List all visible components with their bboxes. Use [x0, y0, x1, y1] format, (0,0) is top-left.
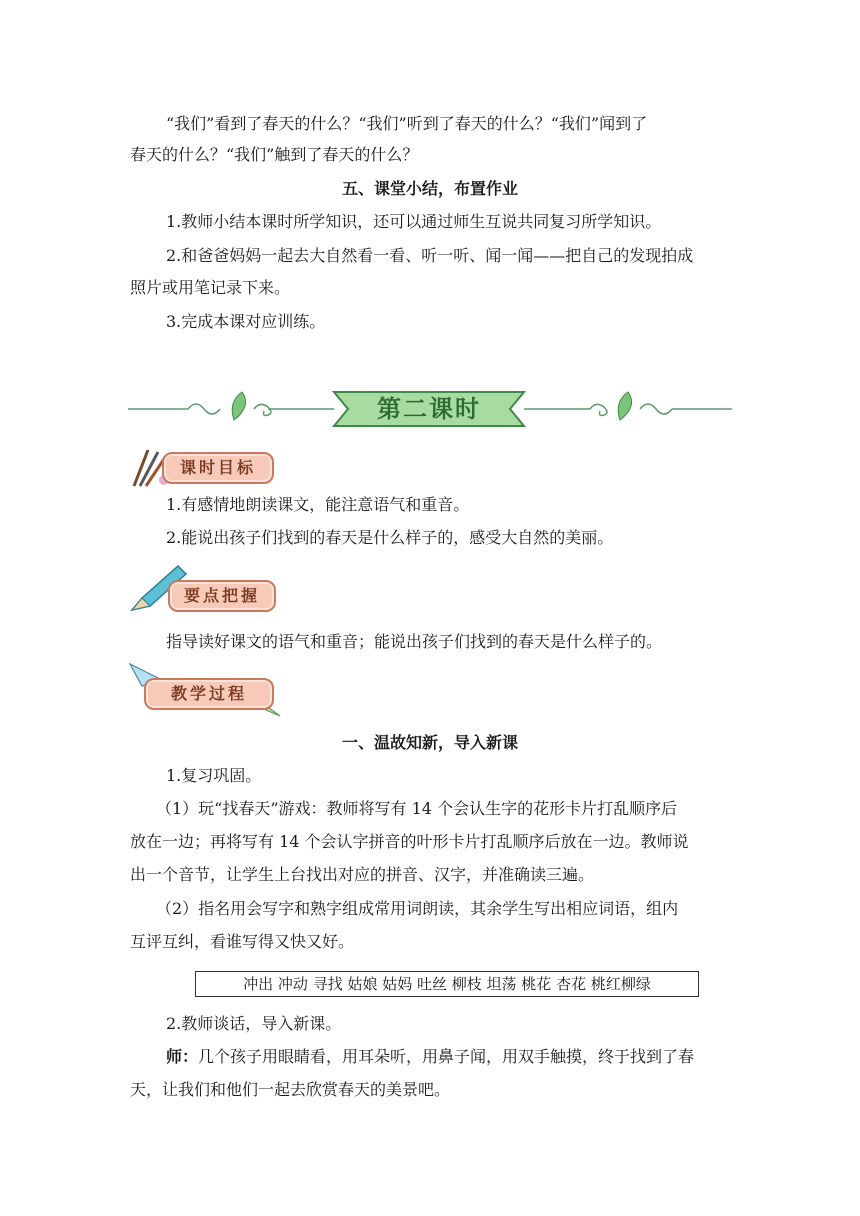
paragraph-line: 春天的什么？“我们”触到了春天的什么？	[130, 145, 419, 164]
paragraph-line: “我们”看到了春天的什么？“我们”听到了春天的什么？“我们”闻到了	[166, 114, 648, 133]
badge-label: 教学过程	[144, 678, 274, 710]
list-item: 2.能说出孩子们找到的春天是什么样子的，感受大自然的美丽。	[166, 528, 614, 547]
paragraph-line: 出一个音节，让学生上台找出对应的拼音、汉字，并准确读三遍。	[130, 865, 595, 884]
paragraph-line: （1）玩“找春天”游戏：教师将写有 14 个会认生字的花形卡片打乱顺序后	[156, 799, 678, 818]
section-heading: 五、课堂小结，布置作业	[341, 179, 518, 198]
paragraph-line: 指导读好课文的语气和重音；能说出孩子们找到的春天是什么样子的。	[166, 632, 663, 651]
paragraph-line: 放在一边；再将写有 14 个会认字拼音的叶形卡片打乱顺序后放在一边。教师说	[130, 832, 689, 851]
list-item: 2.和爸爸妈妈一起去大自然看一看、听一听、闻一闻——把自己的发现拍成	[166, 246, 694, 265]
list-item-continuation: 照片或用笔记录下来。	[130, 278, 291, 297]
banner-title: 第二课时	[377, 395, 481, 423]
list-item: 1.有感情地朗读课文，能注意语气和重音。	[166, 495, 470, 514]
section-heading: 一、温故知新，导入新课	[341, 733, 518, 752]
keypoints-badge	[128, 562, 278, 614]
process-badge	[128, 660, 283, 718]
teacher-line	[166, 1045, 694, 1069]
lesson-banner	[128, 384, 732, 434]
paragraph-line: 天，让我们和他们一起去欣赏春天的美景吧。	[130, 1080, 451, 1099]
list-item: 3.完成本课对应训练。	[166, 312, 326, 331]
word-list-box: 冲出 冲动 寻找 姑娘 姑妈 吐丝 柳枝 坦荡 桃花 杏花 桃红柳绿	[195, 971, 699, 997]
paragraph-line: 互评互纠，看谁写得又快又好。	[130, 932, 355, 951]
badge-label: 要点把握	[168, 580, 276, 612]
paragraph-line: （2）指名用会写字和熟字组成常用词朗读，其余学生写出相应词语，组内	[156, 899, 679, 918]
list-item: 1.教师小结本课时所学知识，还可以通过师生互说共同复习所学知识。	[166, 212, 662, 231]
list-item: 1.复习巩固。	[166, 766, 262, 785]
list-item: 2.教师谈话，导入新课。	[166, 1014, 342, 1033]
badge-label: 课时目标	[162, 452, 274, 484]
goals-badge	[128, 446, 278, 488]
teacher-speech: 几个孩子用眼睛看，用耳朵听，用鼻子闻，用双手触摸，终于找到了春	[198, 1047, 695, 1066]
teacher-label: 师：	[166, 1047, 199, 1066]
